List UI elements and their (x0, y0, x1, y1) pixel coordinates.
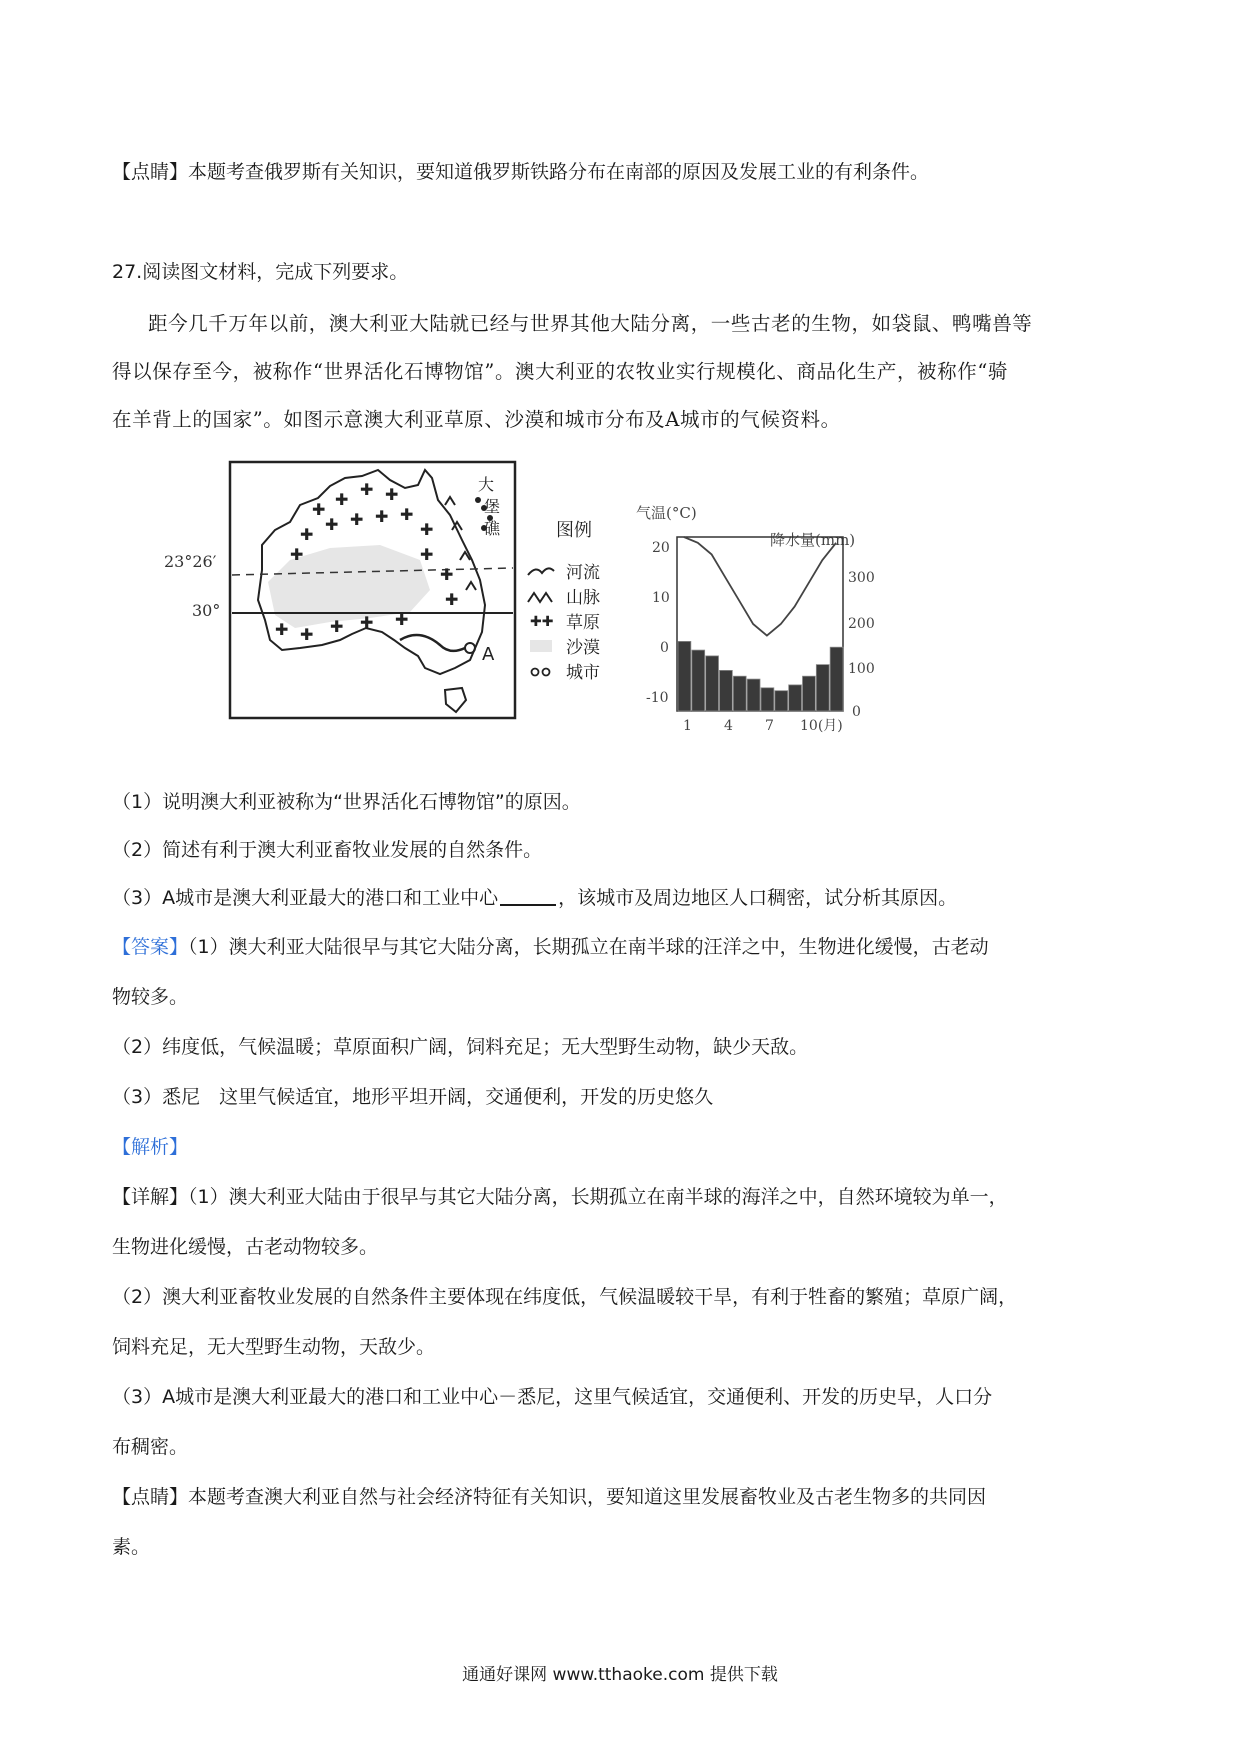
question-title: 27.阅读图文材料，完成下列要求。 (112, 261, 409, 283)
reef-label-1: 大 (478, 475, 495, 494)
legend-item-mountain: 山脉 (566, 588, 600, 608)
tasmania-outline (445, 688, 466, 712)
note-text: 本题考查俄罗斯有关知识，要知道俄罗斯铁路分布在南部的原因及发展工业的有利条件。 (188, 161, 930, 183)
precip-tick-200: 200 (848, 616, 875, 632)
month-ticks (683, 718, 843, 734)
month-tick-10: 10(月) (800, 718, 843, 734)
lat-label-tropic: 23°26′ (164, 552, 217, 571)
bottom-note-line-2: 素。 (112, 1536, 151, 1558)
precip-bar-8 (775, 691, 788, 711)
question-3 (112, 886, 957, 910)
precip-axis-label: 降水量(mm) (770, 531, 856, 549)
precip-bar-4 (720, 670, 733, 711)
detail-line-1 (112, 1185, 1008, 1209)
precip-bar-10 (803, 676, 816, 711)
legend-item-grassland: 草原 (566, 613, 600, 633)
temp-curve (684, 537, 836, 636)
answer-line-1 (112, 935, 989, 959)
svg-text:✚: ✚ (360, 480, 374, 499)
answer-line-3: （2）纬度低，气候温暖；草原面积广阔，饲料充足；无大型野生动物，缺少天敌。 (112, 1036, 809, 1058)
detail-line-6: 布稠密。 (112, 1436, 189, 1458)
temp-tick-neg10: -10 (646, 690, 669, 706)
svg-text:✚: ✚ (330, 617, 344, 636)
bottom-note-line-1 (112, 1485, 986, 1509)
legend-river-icon (528, 568, 554, 575)
precip-bar-7 (761, 688, 774, 711)
material-line-2: 得以保存至今，被称作“世界活化石博物馆”。澳大利亚的农牧业实行规模化、商品化生产，被称作“骑 (112, 360, 1009, 383)
city-a-label: A (482, 644, 495, 665)
svg-text:✚: ✚ (420, 520, 434, 539)
precip-bar-1 (678, 641, 691, 711)
svg-text:✚: ✚ (335, 490, 349, 509)
answer-text-1: （1）澳大利亚大陆很早与其它大陆分离，长期孤立在南半球的汪洋之中，生物进化缓慢，古老动 (188, 936, 989, 958)
answer-line-2: 物较多。 (112, 986, 189, 1008)
precip-bar-3 (706, 656, 719, 711)
svg-text:✚: ✚ (375, 507, 389, 526)
lat-label-30: 30° (192, 601, 221, 620)
legend-city-icon-2 (543, 669, 550, 676)
temp-tick-10: 10 (652, 590, 670, 606)
precip-ticks (848, 570, 875, 720)
climate-chart (636, 504, 875, 734)
month-tick-4: 4 (724, 718, 733, 734)
legend (528, 563, 600, 683)
detail-line-4: 饲料充足，无大型野生动物，天敌少。 (112, 1336, 436, 1358)
legend-title: 图例 (556, 520, 592, 541)
precip-bar-12 (830, 647, 843, 711)
svg-text:✚: ✚ (445, 590, 459, 609)
precip-tick-300: 300 (848, 570, 875, 586)
question-3-part2: ，该城市及周边地区人口稠密，试分析其原因。 (558, 887, 958, 909)
answer-tag: 【答案】 (112, 936, 189, 958)
svg-text:✚: ✚ (420, 545, 434, 564)
precip-bars (678, 641, 843, 711)
precip-bar-6 (747, 679, 760, 711)
reef-label-3: 礁 (484, 519, 501, 538)
bottom-note-tag: 【点睛】 (112, 1486, 189, 1508)
temp-ticks (646, 540, 670, 706)
detail-line-5: （3）A城市是澳大利亚最大的港口和工业中心－悉尼，这里气候适宜，交通便利、开发的历史早，人口分 (112, 1386, 993, 1408)
svg-text:✚: ✚ (275, 620, 289, 639)
svg-text:✚: ✚ (300, 525, 314, 544)
legend-item-river: 河流 (566, 563, 600, 583)
svg-text:✚: ✚ (360, 613, 374, 632)
month-tick-7: 7 (765, 718, 774, 734)
city-a-marker (465, 643, 475, 653)
svg-text:✚: ✚ (395, 610, 409, 629)
figure (0, 0, 1240, 780)
detail-text-1: （1）澳大利亚大陆由于很早与其它大陆分离，长期孤立在南半球的海洋之中，自然环境较为单一， (188, 1186, 1008, 1208)
bottom-note-text-1: 本题考查澳大利亚自然与社会经济特征有关知识，要知道这里发展畜牧业及古老生物多的共同因 (188, 1486, 987, 1508)
svg-text:✚: ✚ (400, 505, 414, 524)
legend-item-desert: 沙漠 (566, 638, 600, 658)
reef-label-2: 堡 (484, 497, 501, 516)
svg-text:✚: ✚ (312, 500, 326, 519)
material-line-1: 距今几千万年以前，澳大利亚大陆就已经与世界其他大陆分离，一些古老的生物，如袋鼠、鸭嘴兽等 (148, 312, 1033, 335)
analysis-tag: 【解析】 (112, 1136, 189, 1158)
precip-bar-2 (692, 650, 705, 711)
detail-line-2: 生物进化缓慢，古老动物较多。 (112, 1236, 379, 1258)
question-3-part1: （3）A城市是澳大利亚最大的港口和工业中心 (112, 887, 499, 909)
legend-city-icon (532, 669, 539, 676)
svg-text:✚: ✚ (325, 515, 339, 534)
precip-tick-0: 0 (852, 704, 861, 720)
footer: 通通好课网 www.tthaoke.com 提供下载 (462, 1665, 778, 1685)
svg-text:✚: ✚ (290, 545, 304, 564)
question-2: （2）简述有利于澳大利亚畜牧业发展的自然条件。 (112, 839, 543, 861)
detail-line-3: （2）澳大利亚畜牧业发展的自然条件主要体现在纬度低，气候温暖较干旱，有利于牲畜的繁殖；草原广阔， (112, 1286, 1018, 1308)
svg-text:✚: ✚ (350, 510, 364, 529)
svg-text:✚: ✚ (440, 565, 454, 584)
precip-bar-11 (816, 665, 829, 711)
detail-tag: 【详解】 (112, 1186, 189, 1208)
legend-mountain-icon (528, 593, 552, 602)
precip-bar-9 (789, 685, 802, 711)
temp-tick-0: 0 (660, 640, 669, 656)
legend-item-city: 城市 (566, 663, 600, 683)
question-1: （1）说明澳大利亚被称为“世界活化石博物馆”的原因。 (112, 791, 581, 813)
answer-blank (500, 886, 556, 906)
legend-grass-icon: ✚✚ (530, 614, 554, 630)
answer-line-4: （3）悉尼 这里气候适宜，地形平坦开阔，交通便利，开发的历史悠久 (112, 1086, 714, 1108)
legend-desert-icon (530, 640, 552, 652)
temp-tick-20: 20 (652, 540, 670, 556)
temp-axis-label: 气温(°C) (636, 504, 697, 522)
precip-bar-5 (733, 676, 746, 711)
note-tag: 【点睛】 (112, 161, 189, 183)
river-mark (400, 635, 465, 651)
month-tick-1: 1 (683, 718, 692, 734)
svg-text:✚: ✚ (385, 485, 399, 504)
material-line-3: 在羊背上的国家”。如图示意澳大利亚草原、沙漠和城市分布及A城市的气候资料。 (112, 408, 841, 431)
svg-text:✚: ✚ (300, 625, 314, 644)
precip-tick-100: 100 (848, 661, 875, 677)
